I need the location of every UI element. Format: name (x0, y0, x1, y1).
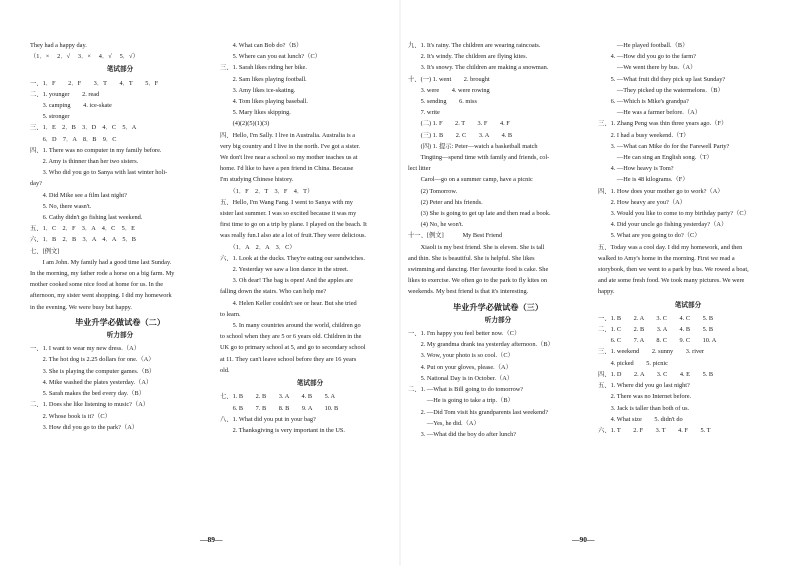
answer-line: 七、[例文] (30, 247, 60, 255)
answer-line: —He can sing an English song.（T） (598, 154, 713, 162)
answer-line: —He was a farmer before.（A） (598, 109, 701, 117)
section-heading: 笔试部分 (296, 380, 324, 388)
column-1 (30, 40, 210, 433)
answer-line: likes to exercise. We often go to the park to fly kites on (408, 277, 548, 285)
answer-line: to school when they are 5 or 6 years old. Children in the (220, 333, 362, 341)
answer-line: old. (220, 366, 230, 374)
answer-line: 2. Sam likes playing football. (220, 75, 307, 83)
column-4 (598, 40, 778, 436)
answer-line: 四、1. D 2. A 3. C 4. E 5. B (598, 370, 714, 378)
answer-line: I'm studying Chinese history. (220, 176, 294, 184)
answer-line: —They picked up the watermelons.（B） (598, 86, 724, 94)
answer-line: 3. —What did the boy do after lunch? (408, 430, 517, 438)
answer-line: (4)(2)(5)(1)(3) (220, 120, 270, 128)
answer-line: They had a happy day. (30, 42, 87, 49)
answer-line: 3. Would you like to come to my birthday party?（C） (598, 210, 750, 218)
answer-line: 3. Jack is taller than both of us. (598, 404, 690, 412)
answer-line: 2. Amy is thinner than her two sisters. (30, 158, 139, 166)
answer-line: 3. Oh dear! The bag is open! And the apples are (220, 277, 353, 285)
answer-line: 2. There was no Internet before. (598, 393, 692, 401)
answer-line: 五、Hello, I'm Wang Fang. I went to Sanya with my (220, 198, 353, 206)
answer-line: 二、1. C 2. B 3. A 4. B 5. B (598, 326, 714, 334)
answer-line: （1．A 2．A 3．C） (220, 243, 296, 251)
answer-line: 二、1. Does she like listening to music?（A） (30, 401, 150, 409)
answer-line: 7. write (408, 109, 440, 117)
answer-line: 一、1. I want to wear my new dress.（A） (30, 345, 140, 353)
answer-line: to learn. (220, 310, 241, 318)
answer-line: 2. I had a busy weekend.（T） (598, 131, 690, 139)
answer-line: 5. —What fruit did they pick up last Sunday? (598, 75, 726, 83)
answer-line: storybook, then we went to a park by bus. We rowed a boat, (598, 266, 749, 274)
answer-line: first time to go on a trip by plane. I played on the beach. It (220, 221, 367, 229)
column-2 (220, 40, 400, 436)
answer-line: (四) 1. 提示: Peter—watch a basketball match (408, 142, 538, 150)
answer-line: 六、1. T 2. F 3. T 4. F 5. T (598, 426, 711, 434)
answer-line: 5. Where can you eat lunch?（C） (220, 53, 321, 61)
answer-line: 三、1. Sarah likes riding her bike. (220, 64, 307, 72)
answer-line: 5. National Day is in October.（A） (408, 374, 514, 382)
exam-title: 毕业升学必做试卷（二） (74, 317, 166, 327)
page-number-right: —90— (572, 535, 595, 544)
answer-line: I am John. My family had a good time last Sunday. (30, 258, 172, 266)
answer-line: (2) Tomorrow. (408, 187, 458, 195)
answer-line: 4. —How did you go to the farm? (598, 53, 696, 61)
answer-line: 四、Hello, I'm Sally. I live in Australia. Australia is a (220, 131, 356, 139)
answer-line: 三、1. weekend 2. sunny 3. river (598, 348, 704, 356)
answer-line: —Yes, he did.（A） (408, 419, 480, 427)
answer-line: Xiaoli is my best friend. She is eleven. She is tall (408, 243, 545, 251)
answer-line: 五、Today was a cool day. I did my homework, and then (598, 243, 743, 251)
answer-line: 4. Tom likes playing baseball. (220, 98, 308, 106)
answer-line: 4. What can Bob do?（B） (220, 42, 303, 49)
answer-line: 二、1. —What is Bill going to do tomorrow? (408, 386, 524, 394)
answer-line: 六、1. Look at the ducks. They're eating our sandwiches. (220, 254, 365, 262)
answer-line: 六、1．B 2．B 3．A 4．A 5．B (30, 236, 137, 244)
answer-line: and thin. She is beautiful. She is helpful. She likes (408, 254, 535, 262)
answer-line: 6. Cathy didn't go fishing last weekend. (30, 214, 143, 222)
answer-line: 2. The hot dog is 2.25 dollars for one.（A） (30, 356, 155, 364)
answer-line: sister last summer. I was so excited because it was my (220, 210, 357, 218)
answer-line: —He is 48 kilograms.（F） (598, 176, 689, 184)
answer-line: happy. (598, 288, 615, 296)
answer-line: 四、1. How does your mother go to work?（A） (598, 187, 724, 195)
answer-line: 2. How heavy are you?（A） (598, 198, 686, 206)
answer-line: 四、1. There was no computer in my family before. (30, 146, 162, 154)
answer-line: UK go to primary school at 5, and go to secondary school (220, 344, 366, 352)
answer-line: Carol—go on a summer camp, have a picnic (408, 176, 533, 184)
answer-line: in the evening. We were busy but happy. (30, 303, 132, 311)
answer-line: 十、(一) 1. went 2. brought (408, 75, 490, 83)
answer-line: （1．× 2．√ 3．× 4．√ 5．√） (30, 53, 139, 61)
answer-line: 三、1．E 2．B 3．D 4．C 5．A (30, 124, 137, 132)
answer-line: was really fun.I also ate a lot of fruit.They were delicious. (220, 232, 366, 240)
answer-line: 3. Wow, your photo is so cool.（C） (408, 352, 514, 360)
answer-line: 6．D 7．A 8．B 9．C (30, 135, 117, 143)
answer-line: 6. C 7. A 8. C 9. C 10. A (598, 337, 717, 345)
answer-line: swimming and dancing. Her favourite food is cake. She (408, 266, 549, 274)
answer-line: 5. No, there wasn't. (30, 202, 92, 210)
answer-line: (2) Peter and his friends. (408, 198, 483, 206)
answer-line: Tingting—spend time with family and friends, col- (408, 154, 550, 162)
answer-line: 5. Mary likes skipping. (220, 109, 291, 117)
answer-line: —He is going to take a trip.（B） (408, 397, 514, 405)
answer-line: 4. —How heavy is Tom? (598, 165, 674, 173)
answer-line: 3. How did you go to the park?（A） (30, 423, 139, 431)
answer-line: walked to Amy's home in the morning. First we read a (598, 254, 735, 262)
answer-line: We don't live near a school so my mother teaches us at (220, 154, 358, 162)
answer-line: 5. Sarah makes the bed every day.（B） (30, 390, 146, 398)
answer-line: 4. Mike washed the plates yesterday.（A） (30, 378, 153, 386)
answer-line: (二) 1. F 2. T 3. F 4. F (408, 120, 510, 128)
answer-line: weekends. My best friend is that it's interesting. (408, 288, 529, 296)
answer-line: (4) No, he won't. (408, 221, 464, 229)
answer-line: 一、1．F 2．F 3．T 4．T 5．F (30, 79, 159, 87)
answer-line: 4. Did your uncle go fishing yesterday?（A） (598, 221, 728, 229)
answer-line: 3. were 4. were rowing (408, 86, 490, 94)
column-3 (408, 40, 588, 440)
answer-line: （1．F 2．T 3．F 4．T） (220, 187, 314, 195)
answer-line: 5. stronger (30, 113, 70, 121)
page-number-left: —89— (200, 535, 223, 544)
answer-line: 2. Whose book is it?（C） (30, 412, 111, 420)
answer-line: 三、1. Zhang Peng was thin three years ago.（F） (598, 120, 728, 128)
answer-line: at 11. They can't leave school before they are 16 years (220, 355, 357, 363)
answer-line: 4. Did Mike see a film last night? (30, 191, 127, 199)
section-heading: 笔试部分 (674, 301, 702, 309)
answer-line: mother cooked some nice food at home for us. In the (30, 281, 164, 289)
answer-line: afternoon, my sister went shopping. I did my homework (30, 292, 172, 300)
section-heading: 听力部分 (484, 316, 512, 324)
answer-line: 5. In many countries around the world, children go (220, 322, 361, 330)
answer-line: 4. Put on your gloves, please.（A） (408, 363, 512, 371)
answer-line: 八、1. What did you put in your bag? (220, 415, 316, 423)
answer-line: 3. Amy likes ice-skating. (220, 86, 296, 94)
answer-line: lect litter (408, 165, 431, 173)
answer-line: 九、1. It's rainy. The children are wearing raincoats. (408, 42, 541, 49)
answer-line: 3. She is playing the computer games.（B） (30, 367, 156, 375)
answer-line: 2. Thanksgiving is very important in the US. (220, 426, 345, 434)
answer-line: 4. Helen Keller couldn't see or hear. But she tried (220, 299, 357, 307)
answer-line: 二、1. younger 2. read (30, 90, 100, 98)
answer-line: 3. camping 4. ice-skate (30, 102, 112, 110)
answer-line: In the morning, my father rode a horse on a big farm. My (30, 270, 175, 278)
answer-line: 6. B 7. B 8. B 9. A 10. B (220, 404, 339, 412)
exam-title: 毕业升学必做试卷（三） (452, 302, 544, 312)
answer-line: 一、1. B 2. A 3. C 4. C 5. B (598, 314, 714, 322)
answer-line: home. I'd like to have a pen friend in China. Because (220, 165, 354, 173)
answer-line: 5. What are you going to do?（C） (598, 232, 701, 240)
answer-line: 6. —Which is Mike's grandpa? (598, 98, 689, 106)
answer-line: 十一、[例文] My Best Friend (408, 232, 503, 240)
answer-line: 五、1. Where did you go last night? (598, 382, 690, 390)
answer-line: 4. What size 5. didn't do (598, 415, 683, 423)
answer-line: very big country and I live in the north. I've got a sister. (220, 142, 360, 150)
answer-line: (三) 1. B 2. C 3. A 4. B (408, 131, 513, 139)
answer-line: day? (30, 180, 42, 188)
answer-line: 4. picked 5. picnic (598, 359, 668, 367)
answer-line: —We went there by bus.（A） (598, 64, 697, 72)
answer-line: —He played football.（B） (598, 42, 689, 49)
answer-line: falling down the stairs. Who can help me? (220, 288, 327, 296)
answer-line: 3. Who did you go to Sanya with last winter holi- (30, 169, 168, 177)
answer-line: 一、1. I'm happy you feel better now.（C） (408, 330, 521, 338)
answer-line: 2. My grandma drank tea yesterday afternoon.（B） (408, 341, 554, 349)
answer-line: 2. It's windy. The children are flying kites. (408, 53, 528, 61)
answer-line: 5. sending 6. miss (408, 98, 477, 106)
answer-line: 3. —What can Mike do for the Farewell Party? (598, 142, 730, 150)
answer-line: and ate some fresh food. We took many pictures. We were (598, 277, 745, 285)
section-heading: 听力部分 (106, 332, 134, 340)
answer-line: 2. Yesterday we saw a lion dance in the street. (220, 266, 349, 274)
section-heading: 笔试部分 (106, 66, 134, 74)
answer-line: 七、1. B 2. B 3. A 4. B 5. A (220, 393, 336, 401)
answer-line: 五、1．C 2．F 3．A 4．C 5．E (30, 225, 135, 233)
answer-line: 3. It's snowy. The children are making a snowman. (408, 64, 549, 72)
answer-line: (3) She is going to get up late and then read a book. (408, 210, 551, 218)
answer-line: 2. —Did Tom visit his grandparents last weekend? (408, 408, 549, 416)
